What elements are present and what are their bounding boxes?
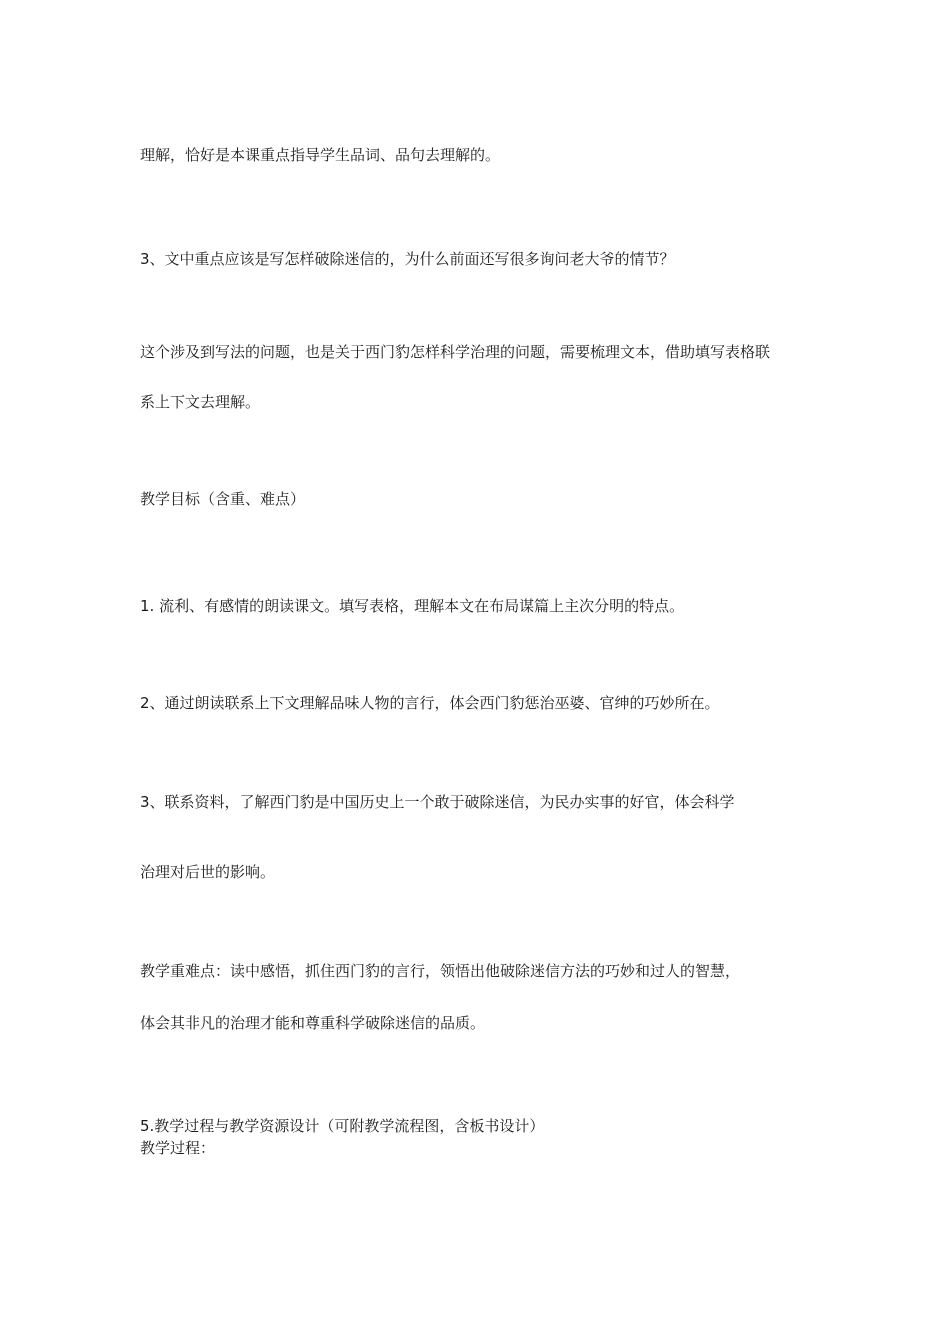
key-difficulty-line-1: 教学重难点：读中感悟，抓住西门豹的言行，领悟出他破除迷信方法的巧妙和过人的智慧， bbox=[140, 962, 741, 980]
goal-3-line-1: 3、联系资料，了解西门豹是中国历史上一个敢于破除迷信，为民办实事的好官，体会科学 bbox=[140, 793, 735, 811]
answer-3-line-2: 系上下文去理解。 bbox=[140, 393, 261, 411]
section-heading-teaching-process-design: 5.教学过程与教学资源设计（可附教学流程图，含板书设计） bbox=[140, 1117, 545, 1135]
goal-3-line-2: 治理对后世的影响。 bbox=[140, 863, 276, 881]
key-difficulty-line-2: 体会其非凡的治理才能和尊重科学破除迷信的品质。 bbox=[140, 1014, 486, 1032]
subheading-teaching-process: 教学过程： bbox=[140, 1139, 216, 1157]
question-3: 3、文中重点应该是写怎样破除迷信的，为什么前面还写很多询问老大爷的情节？ bbox=[140, 250, 675, 268]
section-heading-teaching-goals: 教学目标（含重、难点） bbox=[140, 490, 306, 508]
goal-2: 2、通过朗读联系上下文理解品味人物的言行，体会西门豹惩治巫婆、官绅的巧妙所在。 bbox=[140, 694, 720, 712]
paragraph-understanding-note: 理解，恰好是本课重点指导学生品词、品句去理解的。 bbox=[140, 146, 501, 164]
answer-3-line-1: 这个涉及到写法的问题，也是关于西门豹怎样科学治理的问题，需要梳理文本，借助填写表格联 bbox=[140, 343, 771, 361]
goal-1: 1. 流利、有感情的朗读课文。填写表格，理解本文在布局谋篇上主次分明的特点。 bbox=[140, 597, 685, 615]
